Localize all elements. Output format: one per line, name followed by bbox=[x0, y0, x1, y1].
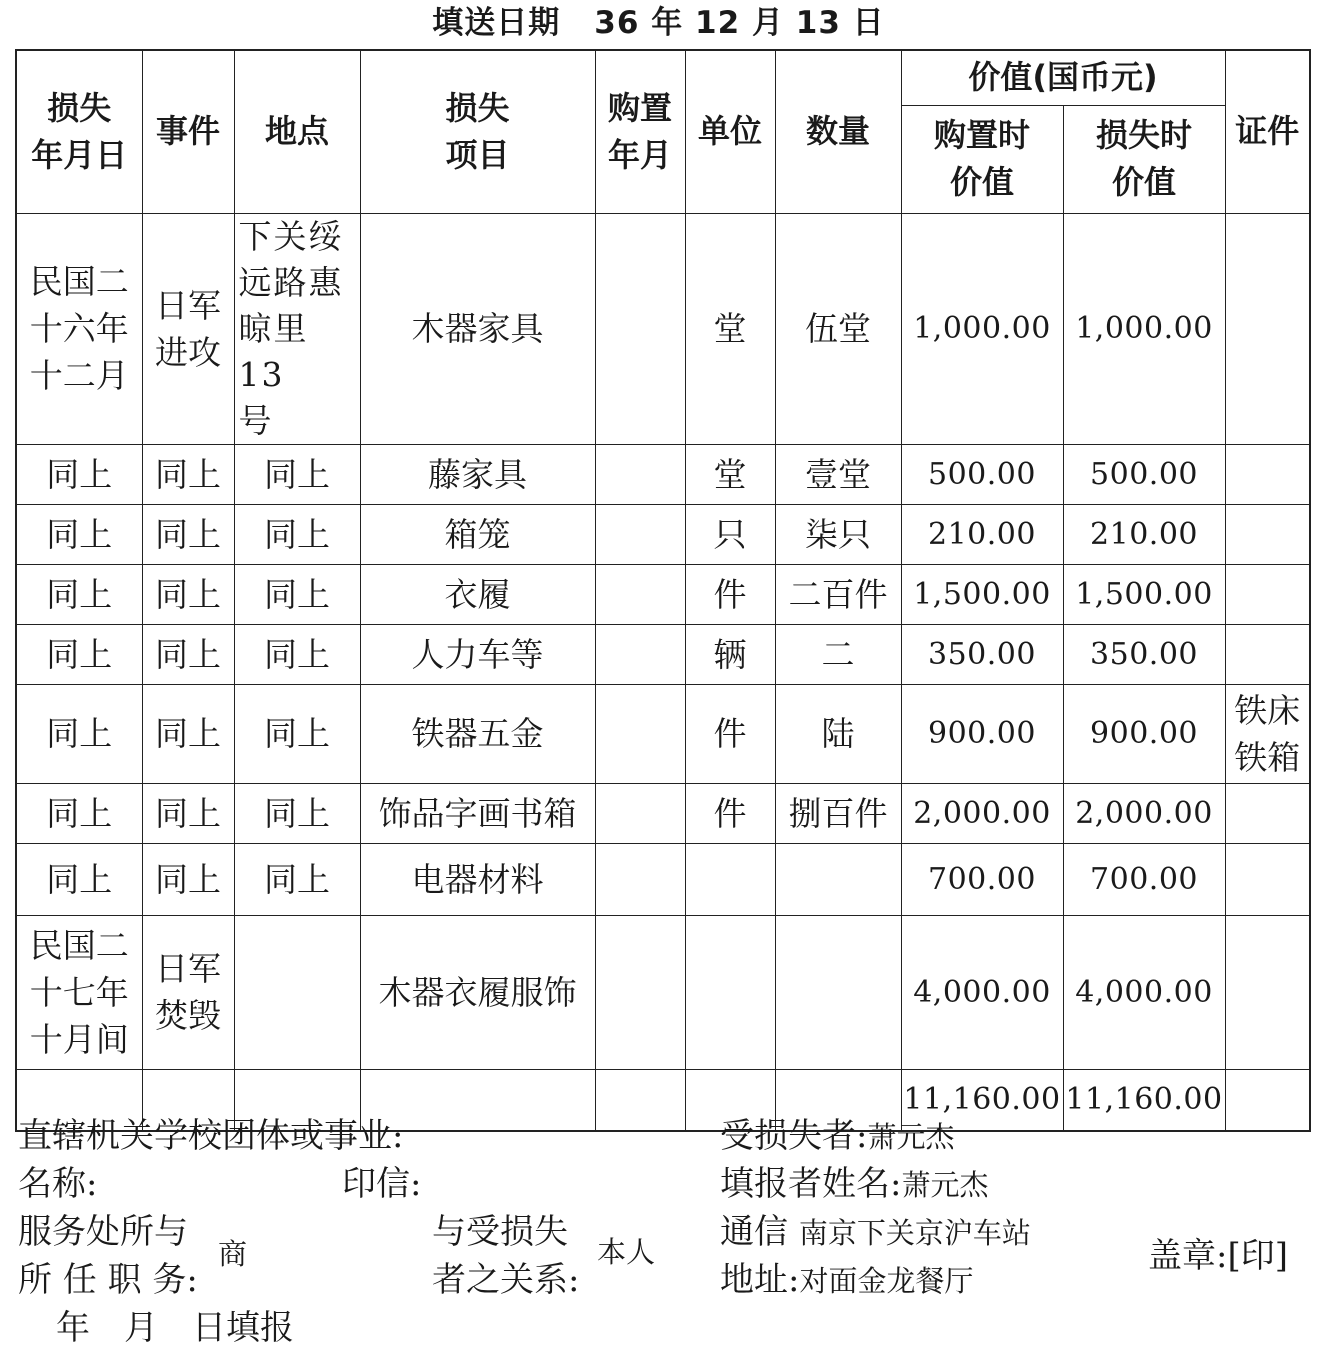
cell-value-purchase: 900.00 bbox=[901, 684, 1063, 783]
seal-label: 印信: bbox=[342, 1164, 422, 1204]
office-value: 商 bbox=[218, 1237, 248, 1271]
cell-purchase-date bbox=[595, 213, 685, 444]
cell-quantity: 柒只 bbox=[775, 504, 901, 564]
table-row bbox=[16, 444, 1310, 504]
cell-value-loss: 900.00 bbox=[1063, 684, 1225, 783]
address-line1 bbox=[720, 1212, 1031, 1253]
cell-item: 人力车等 bbox=[360, 624, 595, 684]
col-header-value-loss: 损失时 价值 bbox=[1063, 105, 1225, 213]
cell-evidence bbox=[1225, 843, 1310, 915]
cell-unit: 件 bbox=[685, 564, 775, 624]
table-row bbox=[16, 213, 1310, 444]
col-header-evidence: 证件 bbox=[1225, 50, 1310, 213]
cell-event: 同上 bbox=[142, 783, 234, 843]
cell-loss-date: 同上 bbox=[16, 684, 142, 783]
cell-evidence bbox=[1225, 564, 1310, 624]
cell-loss-date: 同上 bbox=[16, 444, 142, 504]
cell-quantity: 陆 bbox=[775, 684, 901, 783]
col-header-value-purchase: 购置时 价值 bbox=[901, 105, 1063, 213]
col-header-value-group: 价值(国币元) bbox=[901, 50, 1225, 105]
cell-value-loss: 500.00 bbox=[1063, 444, 1225, 504]
cell-value-purchase: 1,000.00 bbox=[901, 213, 1063, 444]
cell-event: 同上 bbox=[142, 564, 234, 624]
reporter-value: 萧元杰 bbox=[901, 1168, 989, 1202]
cell-quantity: 壹堂 bbox=[775, 444, 901, 504]
cell-event: 同上 bbox=[142, 624, 234, 684]
stamp-value: [印] bbox=[1227, 1236, 1288, 1276]
cell-value-loss: 350.00 bbox=[1063, 624, 1225, 684]
cell-value-purchase: 500.00 bbox=[901, 444, 1063, 504]
loss-table bbox=[15, 49, 1311, 1132]
cell-item: 木器衣履服饰 bbox=[360, 915, 595, 1069]
form-footer bbox=[0, 1106, 1317, 1352]
cell-item: 木器家具 bbox=[360, 213, 595, 444]
table-row bbox=[16, 915, 1310, 1069]
cell-loss-date: 民国二 十六年 十二月 bbox=[16, 213, 142, 444]
cell-value-purchase: 1,500.00 bbox=[901, 564, 1063, 624]
cell-location bbox=[234, 915, 360, 1069]
cell-quantity: 伍堂 bbox=[775, 213, 901, 444]
cell-quantity bbox=[775, 915, 901, 1069]
cell-purchase-date bbox=[595, 624, 685, 684]
stamp-label: 盖章: bbox=[1148, 1236, 1228, 1276]
cell-location: 同上 bbox=[234, 783, 360, 843]
table-row bbox=[16, 783, 1310, 843]
cell-evidence bbox=[1225, 213, 1310, 444]
cell-event: 同上 bbox=[142, 843, 234, 915]
reporter-line bbox=[720, 1164, 988, 1205]
cell-unit: 件 bbox=[685, 684, 775, 783]
cell-item: 衣履 bbox=[360, 564, 595, 624]
cell-purchase-date bbox=[595, 915, 685, 1069]
cell-loss-date: 同上 bbox=[16, 624, 142, 684]
cell-value-purchase: 210.00 bbox=[901, 504, 1063, 564]
relation-label-line2: 者之关系: bbox=[432, 1260, 580, 1300]
col-header-event: 事件 bbox=[142, 50, 234, 213]
office-label-line2: 所 任 职 务: bbox=[18, 1260, 198, 1300]
report-date-label: 填送日期 bbox=[432, 5, 561, 41]
col-header-quantity: 数量 bbox=[775, 50, 901, 213]
col-header-unit: 单位 bbox=[685, 50, 775, 213]
cell-unit: 只 bbox=[685, 504, 775, 564]
cell-quantity: 二 bbox=[775, 624, 901, 684]
cell-value-loss: 1,500.00 bbox=[1063, 564, 1225, 624]
cell-item: 铁器五金 bbox=[360, 684, 595, 783]
cell-value-loss: 1,000.00 bbox=[1063, 213, 1225, 444]
cell-value-loss: 210.00 bbox=[1063, 504, 1225, 564]
reporter-label: 填报者姓名: bbox=[720, 1164, 902, 1204]
cell-location: 同上 bbox=[234, 624, 360, 684]
cell-unit: 辆 bbox=[685, 624, 775, 684]
cell-unit bbox=[685, 915, 775, 1069]
table-row bbox=[16, 564, 1310, 624]
cell-location: 下关绥 远路惠 晾里 13 号 bbox=[234, 213, 360, 444]
cell-loss-date: 同上 bbox=[16, 843, 142, 915]
cell-item: 电器材料 bbox=[360, 843, 595, 915]
cell-event: 日军 焚毁 bbox=[142, 915, 234, 1069]
col-header-location: 地点 bbox=[234, 50, 360, 213]
report-date-line bbox=[0, 0, 1317, 46]
cell-value-purchase: 350.00 bbox=[901, 624, 1063, 684]
address-line2 bbox=[720, 1260, 973, 1301]
cell-value-loss: 4,000.00 bbox=[1063, 915, 1225, 1069]
cell-value-loss: 700.00 bbox=[1063, 843, 1225, 915]
victim-label: 受损失者: bbox=[720, 1116, 868, 1156]
relation-value: 本人 bbox=[597, 1235, 656, 1269]
victim-line bbox=[720, 1116, 954, 1157]
victim-value: 萧元杰 bbox=[867, 1120, 955, 1154]
cell-item: 藤家具 bbox=[360, 444, 595, 504]
name-label: 名称: bbox=[18, 1164, 98, 1204]
col-header-item: 损失 项目 bbox=[360, 50, 595, 213]
address-label-1: 通信 bbox=[720, 1212, 788, 1252]
table-row bbox=[16, 843, 1310, 915]
stamp-line bbox=[1148, 1236, 1288, 1276]
org-label: 直辖机关学校团体或事业: bbox=[18, 1116, 404, 1156]
cell-quantity: 二百件 bbox=[775, 564, 901, 624]
cell-evidence bbox=[1225, 783, 1310, 843]
cell-unit: 件 bbox=[685, 783, 775, 843]
cell-unit: 堂 bbox=[685, 213, 775, 444]
cell-loss-date: 同上 bbox=[16, 783, 142, 843]
cell-evidence bbox=[1225, 624, 1310, 684]
cell-value-loss: 2,000.00 bbox=[1063, 783, 1225, 843]
cell-location: 同上 bbox=[234, 564, 360, 624]
table-row bbox=[16, 624, 1310, 684]
cell-purchase-date bbox=[595, 564, 685, 624]
cell-purchase-date bbox=[595, 684, 685, 783]
table-row bbox=[16, 684, 1310, 783]
cell-location: 同上 bbox=[234, 504, 360, 564]
cell-evidence bbox=[1225, 444, 1310, 504]
address-value-1: 南京下关京沪车站 bbox=[798, 1216, 1031, 1250]
table-row bbox=[16, 504, 1310, 564]
total-value-purchase: 11,160.00 bbox=[901, 1069, 1063, 1131]
cell-purchase-date bbox=[595, 444, 685, 504]
cell-location: 同上 bbox=[234, 444, 360, 504]
cell-event: 同上 bbox=[142, 684, 234, 783]
cell-item: 饰品字画书箱 bbox=[360, 783, 595, 843]
cell-loss-date: 民国二 十七年 十月间 bbox=[16, 915, 142, 1069]
cell-evidence bbox=[1225, 915, 1310, 1069]
cell-event: 同上 bbox=[142, 504, 234, 564]
cell-purchase-date bbox=[595, 504, 685, 564]
cell-value-purchase: 2,000.00 bbox=[901, 783, 1063, 843]
cell-location: 同上 bbox=[234, 684, 360, 783]
filed-date: 年 月 日填报 bbox=[56, 1308, 294, 1348]
report-date-value: 36 年 12 月 13 日 bbox=[594, 5, 885, 41]
relation-label-line1: 与受损失 bbox=[432, 1212, 568, 1252]
total-value-loss: 11,160.00 bbox=[1063, 1069, 1225, 1131]
cell-value-purchase: 700.00 bbox=[901, 843, 1063, 915]
cell-loss-date: 同上 bbox=[16, 564, 142, 624]
col-header-purchase-date: 购置 年月 bbox=[595, 50, 685, 213]
office-label-line1: 服务处所与 bbox=[18, 1212, 188, 1252]
address-label-2: 地址: bbox=[720, 1260, 800, 1300]
cell-evidence: 铁床 铁箱 bbox=[1225, 684, 1310, 783]
cell-value-purchase: 4,000.00 bbox=[901, 915, 1063, 1069]
cell-purchase-date bbox=[595, 843, 685, 915]
address-value-2: 对面金龙餐厅 bbox=[799, 1264, 974, 1298]
cell-unit bbox=[685, 843, 775, 915]
cell-location: 同上 bbox=[234, 843, 360, 915]
cell-quantity: 捌百件 bbox=[775, 783, 901, 843]
cell-quantity bbox=[775, 843, 901, 915]
cell-event: 同上 bbox=[142, 444, 234, 504]
cell-item: 箱笼 bbox=[360, 504, 595, 564]
col-header-loss-date: 损失 年月日 bbox=[16, 50, 142, 213]
cell-unit: 堂 bbox=[685, 444, 775, 504]
cell-loss-date: 同上 bbox=[16, 504, 142, 564]
cell-evidence bbox=[1225, 504, 1310, 564]
cell-purchase-date bbox=[595, 783, 685, 843]
cell-event: 日军 进攻 bbox=[142, 213, 234, 444]
